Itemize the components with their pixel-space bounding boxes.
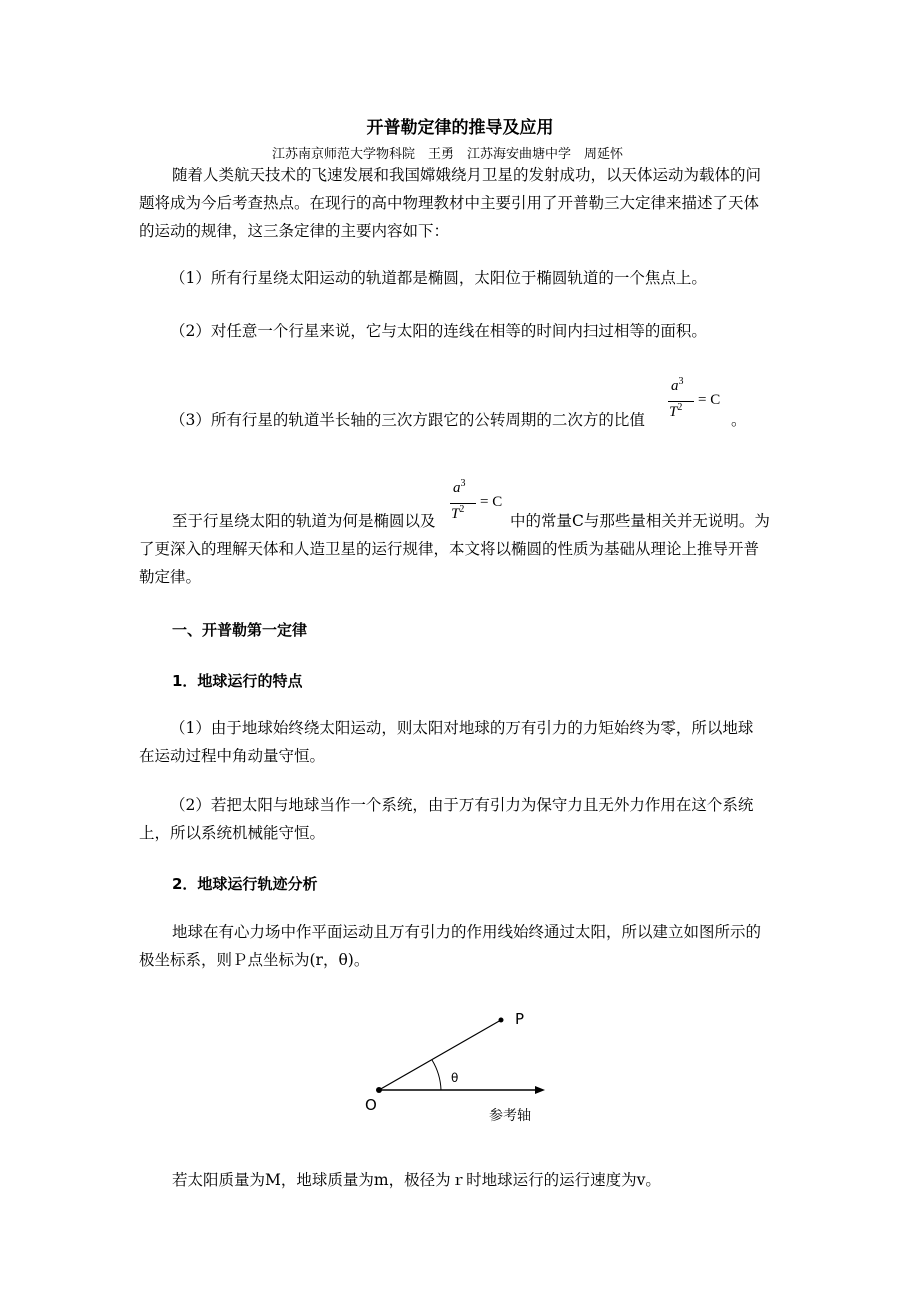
- para2-line-2: 了更深入的理解天体和人造卫星的运行规律，本文将以椭圆的性质为基础从理论上推导开普: [139, 540, 760, 558]
- origin-point: [376, 1087, 382, 1093]
- para2-line-1-start: 至于行星绕太阳的轨道为何是椭圆以及: [172, 512, 436, 530]
- sub2-p-line-1: 地球在有心力场中作平面运动且万有引力的作用线始终通过太阳，所以建立如图所示的: [172, 923, 762, 941]
- formula-kepler-third-law: [668, 372, 732, 432]
- intro-line-2: 题将成为今后考查热点。在现行的高中物理教材中主要引用了开普勒三大定律来描述了天体: [139, 194, 760, 212]
- formula-denominator: $T^2$: [451, 504, 465, 522]
- sub1-p1-line-2: 在运动过程中角动量守恒。: [139, 747, 326, 765]
- law-1: （1）所有行星绕太阳运动的轨道都是椭圆，太阳位于椭圆轨道的一个焦点上。: [170, 269, 707, 287]
- formula-numerator: $a^3$: [671, 376, 684, 394]
- law-3-end: 。: [731, 411, 747, 429]
- section-heading-1: 一、开普勒第一定律: [172, 621, 308, 639]
- sub1-p2-line-2: 上，所以系统机械能守恒。: [139, 824, 326, 842]
- sub2-p-line-2: 极坐标系，则Ｐ点坐标为(r，θ)。: [139, 951, 370, 969]
- para2-line-3: 勒定律。: [139, 568, 202, 586]
- subsection-heading-1: 1．地球运行的特点: [172, 672, 303, 690]
- intro-line-1: 随着人类航天技术的飞速发展和我国嫦娥绕月卫星的发射成功，以天体运动为载体的问: [172, 166, 762, 184]
- formula-kepler-third-law-inline: [450, 474, 514, 534]
- para2-line-1-end: 中的常量C与那些量相关并无说明。为: [510, 512, 770, 530]
- last-line: 若太阳质量为M，地球质量为m，极径为ｒ时地球运行的运行速度为v。: [172, 1171, 661, 1189]
- point-p: [499, 1018, 504, 1023]
- polar-coordinate-diagram: [355, 1000, 565, 1130]
- sub1-p2-line-1: （2）若把太阳与地球当作一个系统，由于万有引力为保守力且无外力作用在这个系统: [170, 796, 754, 814]
- intro-line-3: 的运动的规律，这三条定律的主要内容如下：: [139, 222, 450, 240]
- reference-axis-arrowhead: [535, 1086, 545, 1094]
- law-3: （3）所有行星的轨道半长轴的三次方跟它的公转周期的二次方的比值: [170, 411, 645, 429]
- point-p-label: P: [515, 1010, 525, 1028]
- angle-theta-label: θ: [451, 1071, 459, 1085]
- formula-rhs: = C: [480, 494, 503, 510]
- law-2: （2）对任意一个行星来说，它与太阳的连线在相等的时间内扫过相等的面积。: [170, 322, 707, 340]
- formula-rhs: = C: [698, 392, 721, 408]
- authors-line: 江苏南京师范大学物科院 王勇 江苏海安曲塘中学 周延怀: [272, 147, 624, 162]
- origin-label: O: [365, 1096, 377, 1114]
- formula-denominator: $T^2$: [669, 402, 683, 420]
- angle-arc: [432, 1060, 441, 1090]
- page-title: 开普勒定律的推导及应用: [366, 118, 554, 138]
- formula-numerator: $a^3$: [453, 478, 466, 496]
- reference-axis-label: 参考轴: [489, 1108, 531, 1124]
- subsection-heading-2: 2．地球运行轨迹分析: [172, 875, 318, 893]
- sub1-p1-line-1: （1）由于地球始终绕太阳运动，则太阳对地球的万有引力的力矩始终为零，所以地球: [170, 719, 754, 737]
